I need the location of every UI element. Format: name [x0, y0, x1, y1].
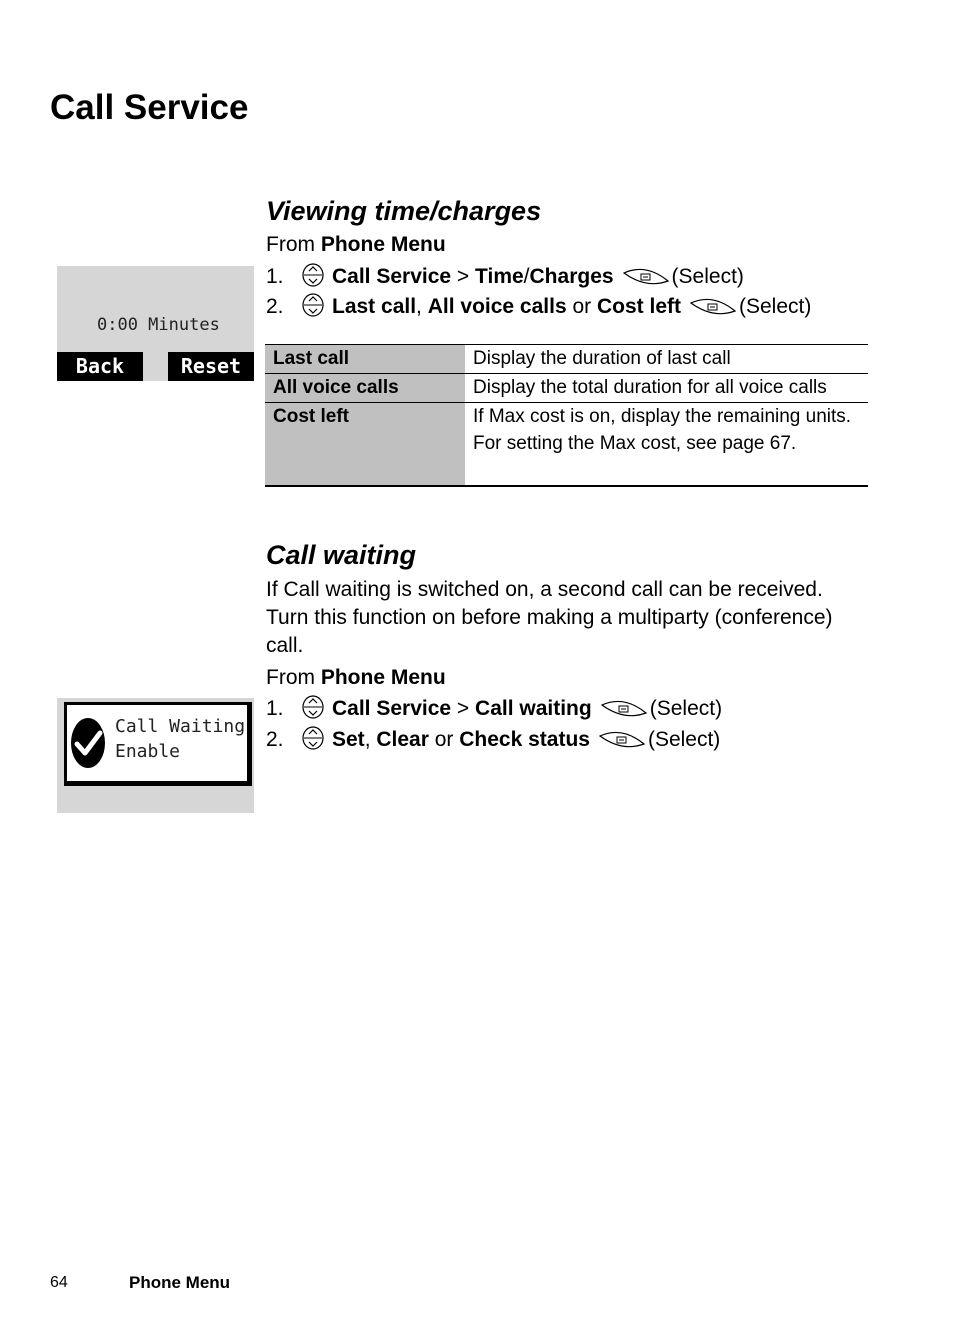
menu-item-check-status: Check status: [459, 728, 590, 751]
table-value: Display the duration of last call: [465, 345, 868, 374]
separator: >: [451, 697, 476, 720]
navigation-key-icon: [302, 263, 324, 287]
step-2: [266, 726, 720, 752]
comma: ,: [364, 728, 377, 751]
step-1: [266, 695, 722, 721]
paragraph-line: call.: [266, 634, 304, 657]
page-number: 64: [50, 1274, 68, 1291]
or-text: or: [566, 295, 597, 318]
table-value: Display the total duration for all voice calls: [465, 374, 868, 403]
call-waiting-dialog: [64, 702, 252, 786]
screen-enable-text: Enable: [115, 741, 181, 762]
select-label: (Select): [647, 728, 721, 751]
from-line: [266, 666, 446, 690]
table-row: [265, 345, 868, 374]
softkey-back: Back: [57, 352, 143, 381]
section-heading-viewing-time: Viewing time/charges: [266, 196, 542, 226]
select-label: (Select): [649, 697, 723, 720]
step-2: [266, 293, 811, 319]
phone-screen-call-waiting: [57, 698, 254, 813]
softkey-reset: Reset: [168, 352, 254, 381]
menu-item-last-call: Last call: [332, 295, 417, 318]
select-key-icon: [600, 697, 648, 719]
call-waiting-description: [266, 576, 876, 660]
menu-item-time: Time: [475, 265, 524, 288]
footer-section-label: Phone Menu: [129, 1273, 231, 1292]
menu-item-all-voice-calls: All voice calls: [427, 295, 567, 318]
table-row: [265, 403, 868, 487]
menu-item-cost-left: Cost left: [596, 295, 681, 318]
page-title: Call Service: [50, 88, 249, 127]
step-number: 1.: [266, 265, 284, 288]
menu-item-charges: Charges: [529, 265, 614, 288]
step-number: 2.: [266, 728, 284, 751]
step-1: [266, 263, 744, 289]
from-prefix: From: [266, 233, 321, 256]
select-label: (Select): [671, 265, 744, 288]
comma: ,: [416, 295, 428, 318]
step-number: 1.: [266, 697, 284, 720]
paragraph-line: If Call waiting is switched on, a second call can be received.: [266, 578, 823, 601]
menu-item-call-service: Call Service: [332, 265, 452, 288]
from-line: [266, 233, 446, 257]
select-label: (Select): [738, 295, 812, 318]
step-number: 2.: [266, 295, 284, 318]
table-key: Last call: [265, 345, 465, 374]
menu-item-call-service: Call Service: [332, 697, 452, 720]
menu-item-clear: Clear: [376, 728, 429, 751]
navigation-key-icon: [302, 695, 324, 719]
screen-minutes-text: 0:00 Minutes: [97, 315, 220, 335]
menu-item-call-waiting: Call waiting: [475, 697, 592, 720]
select-key-icon: [622, 265, 670, 287]
navigation-key-icon: [302, 293, 324, 317]
phone-screen-time-charges: [57, 266, 254, 381]
navigation-key-icon: [302, 726, 324, 750]
table-key: All voice calls: [265, 374, 465, 403]
section-heading-call-waiting: Call waiting: [266, 540, 417, 570]
slash: /: [523, 265, 530, 288]
menu-item-set: Set: [332, 728, 365, 751]
from-prefix: From: [266, 666, 321, 689]
or-text: or: [428, 728, 460, 751]
paragraph-line: Turn this function on before making a multiparty (conference): [266, 606, 833, 629]
screen-call-waiting-text: Call Waiting: [115, 716, 246, 737]
table-value: If Max cost is on, display the remaining units.: [473, 406, 852, 427]
from-menu-name: Phone Menu: [320, 233, 446, 256]
table-key: Cost left: [265, 403, 465, 487]
table-note: For setting the Max cost, see page 67.: [473, 433, 797, 454]
separator: >: [451, 265, 476, 288]
checkmark-icon: [70, 717, 106, 769]
from-menu-name: Phone Menu: [320, 666, 446, 689]
table-value-cell: [465, 403, 868, 487]
table-row: [265, 374, 868, 403]
select-key-icon: [689, 295, 737, 317]
options-table: [265, 344, 868, 487]
select-key-icon: [598, 728, 646, 750]
